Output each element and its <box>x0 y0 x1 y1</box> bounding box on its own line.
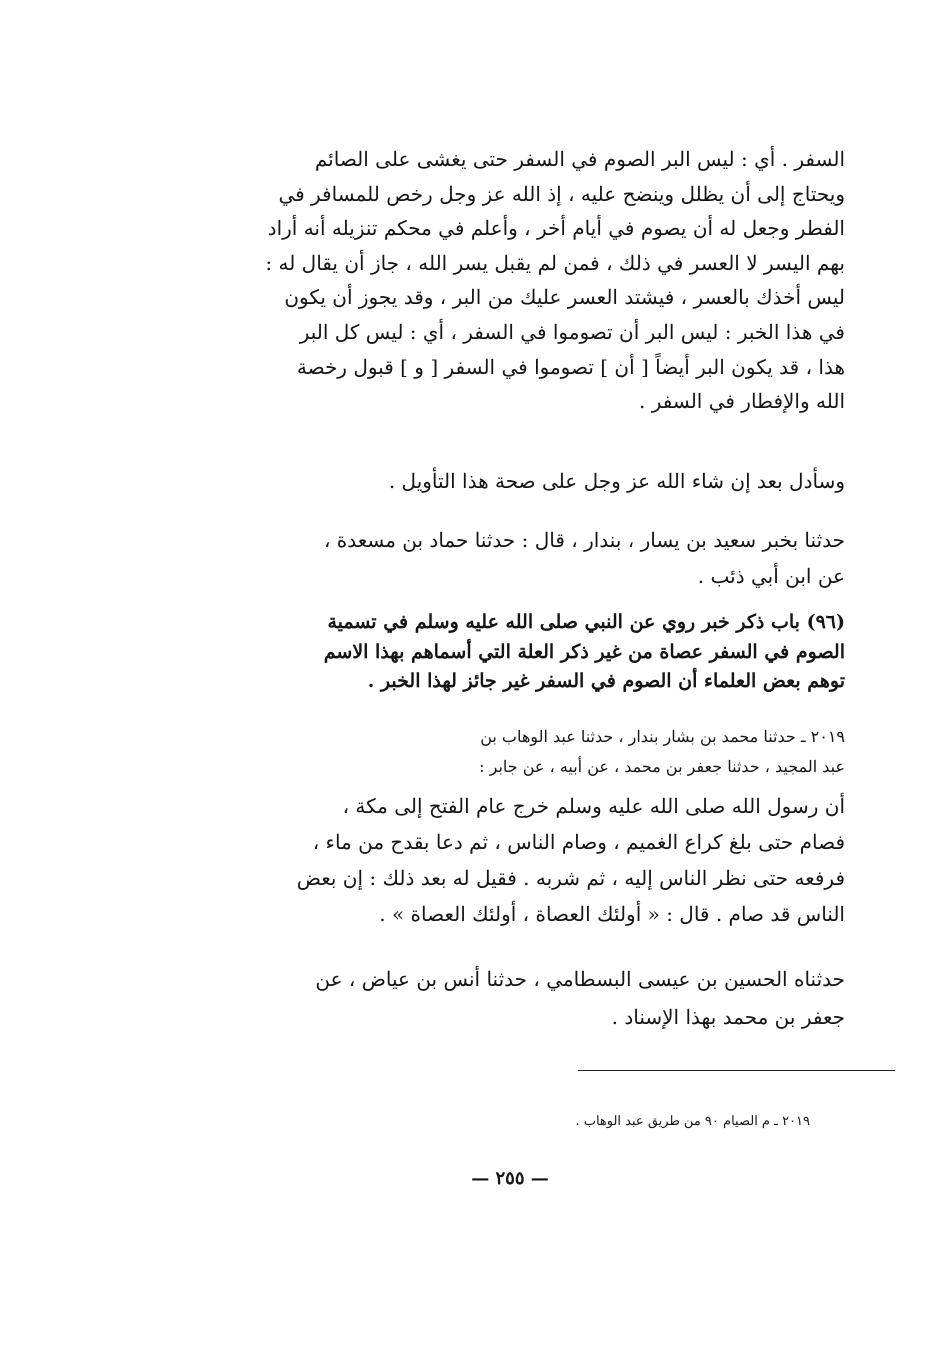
text-line: جعفر بن محمد بهذا الإسناد . <box>611 1005 845 1029</box>
text-line: فصام حتى بلغ كراع الغميم ، وصام الناس ، ثم دعا بقدح من ماء ، <box>312 830 845 854</box>
text-line: بهم اليسر لا العسر في ذلك ، فمن لم يقبل يسر الله ، جاز أن يقال له : <box>265 250 845 275</box>
text-line: الفطر وجعل له أن يصوم في أيام أخر ، وأعلم في محكم تنزيله أنه أراد <box>267 216 845 241</box>
text-line: ٢٠١٩ ـ حدثنا محمد بن بشار بندار ، حدثنا عبد الوهاب بن <box>480 727 845 746</box>
text-line: الناس قد صام . قال : « أولئك العصاة ، أولئك العصاة » . <box>379 902 845 926</box>
heading-line: الصوم في السفر عصاة من غير ذكر العلة التي أسماهم بهذا الاسم <box>323 640 845 663</box>
narration-chain-2 <box>205 960 845 1036</box>
page-number: — ٢٥٥ — <box>471 1168 549 1189</box>
text-line: هذا ، قد يكون البر أيضاً [ أن ] تصوموا في السفر [ و ] قبول رخصة <box>296 354 845 379</box>
footnote-divider <box>578 1070 895 1071</box>
text-line: وسأدل بعد إن شاء الله عز وجل على صحة هذا التأويل . <box>388 469 845 493</box>
footnote: ٢٠١٩ ـ م الصيام ٩٠ من طريق عبد الوهاب . <box>575 1114 810 1129</box>
text-line: حدثنا بخبر سعيد بن يسار ، بندار ، قال : حدثنا حماد بن مسعدة ، <box>323 528 845 552</box>
text-line: أن رسول الله صلى الله عليه وسلم خرج عام الفتح إلى مكة ، <box>342 794 845 818</box>
text-line: عبد المجيد ، حدثنا جعفر بن محمد ، عن أبيه ، عن جابر : <box>479 757 845 776</box>
heading-line: (٩٦) باب ذكر خبر روي عن النبي صلى الله عليه وسلم في تسمية <box>327 611 845 633</box>
narration-chain-1 <box>205 522 845 594</box>
heading-line: توهم بعض العلماء أن الصوم في السفر غير جائز لهذا الخبر . <box>367 670 845 692</box>
body-paragraph <box>205 142 845 419</box>
commentary-sentence <box>205 464 845 498</box>
hadith-text <box>205 788 845 932</box>
text-line: فرفعه حتى نظر الناس إليه ، ثم شربه . فقيل له بعد ذلك : إن بعض <box>296 866 845 890</box>
text-line: الله والإفطار في السفر . <box>639 389 845 414</box>
text-line: عن ابن أبي ذئب . <box>697 564 845 588</box>
text-line: ليس أخذك بالعسر ، فيشتد العسر عليك من البر ، وقد يجوز أن يكون <box>284 285 845 310</box>
text-line: السفر . أي : ليس البر الصوم في السفر حتى يغشى على الصائم <box>314 147 845 171</box>
hadith-isnad <box>205 722 845 782</box>
text-line: في هذا الخبر : ليس البر أن تصوموا في السفر ، أي : ليس كل البر <box>299 319 845 344</box>
text-line: حدثناه الحسين بن عيسى البسطامي ، حدثنا أنس بن عياض ، عن <box>315 967 845 991</box>
chapter-heading <box>205 608 845 697</box>
text-line: ويحتاج إلى أن يظلل وينضح عليه ، إذ الله عز وجل رخص للمسافر في <box>278 181 845 206</box>
